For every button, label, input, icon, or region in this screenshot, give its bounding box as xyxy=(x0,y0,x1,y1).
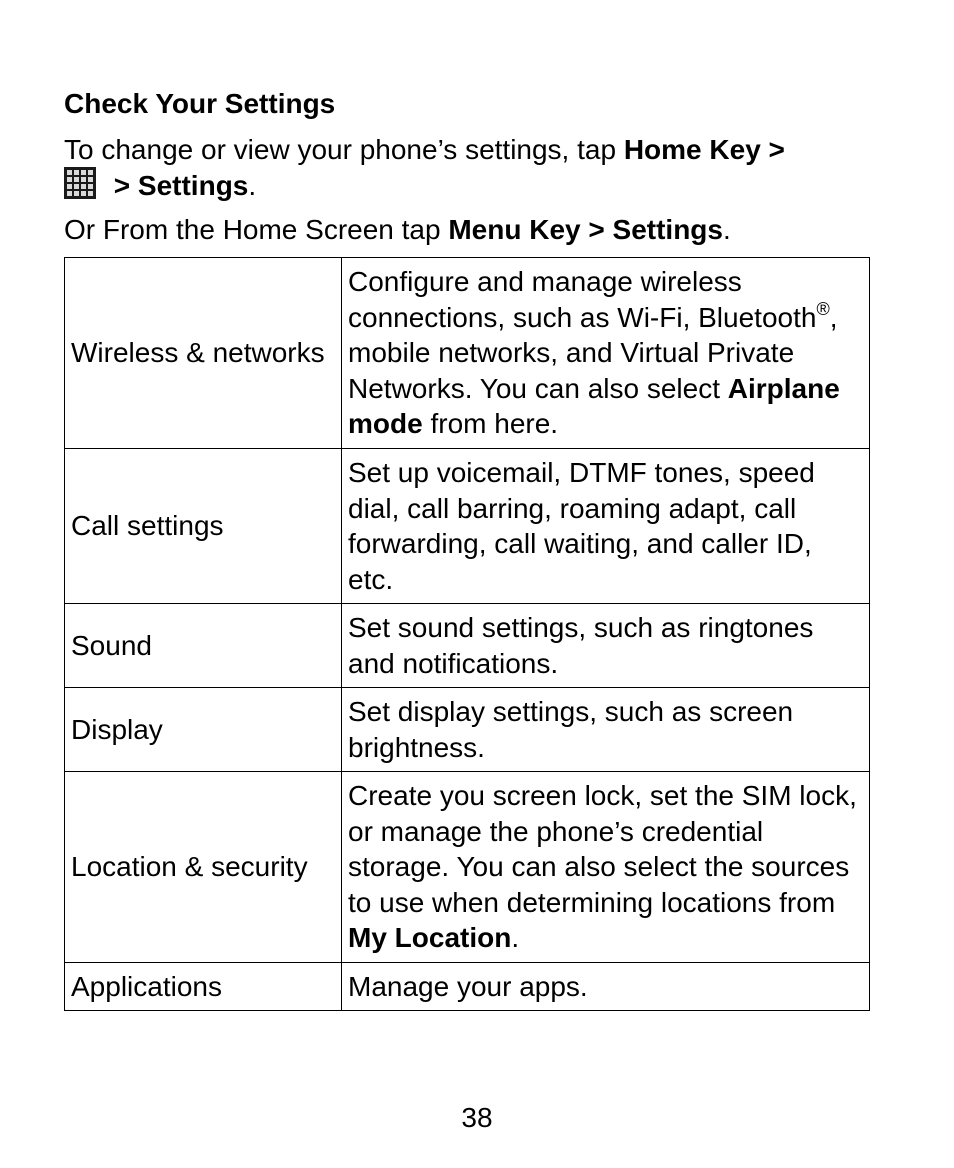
setting-name: Applications xyxy=(65,962,342,1011)
alt-text: Or From the Home Screen tap xyxy=(64,214,449,245)
desc-text: . xyxy=(511,922,520,953)
alt-period: . xyxy=(722,214,731,245)
setting-name: Location & security xyxy=(65,772,342,963)
setting-name: Wireless & networks xyxy=(65,258,342,449)
airplane-mode-label: Airplane mode xyxy=(348,372,840,439)
my-location-label: My Location xyxy=(348,922,512,953)
table-row xyxy=(65,962,870,1011)
desc-text: , mobile networks, and Virtual Private Networks. You can also select xyxy=(348,301,838,404)
desc-text: from here. xyxy=(422,408,559,439)
table-row xyxy=(65,688,870,772)
section-heading: Check Your Settings xyxy=(64,88,336,119)
alt-menu-key: Menu Key > Settings xyxy=(448,214,723,245)
table-row xyxy=(65,449,870,604)
table-row xyxy=(65,604,870,688)
setting-description: Set display settings, such as screen brightness. xyxy=(342,688,870,772)
registered-mark: ® xyxy=(816,298,830,319)
desc-text: Create you screen lock, set the SIM lock, or manage the phone’s credential storage. You can also select the sources to use when determining locations from xyxy=(348,780,857,918)
intro-period: . xyxy=(248,170,257,201)
desc-text: Configure and manage wireless connections, such as Wi-Fi, Bluetooth xyxy=(348,266,817,333)
intro-settings: > Settings xyxy=(106,170,249,201)
setting-name: Sound xyxy=(65,604,342,688)
setting-description xyxy=(342,258,870,449)
page-number: 38 xyxy=(461,1102,493,1133)
setting-name: Display xyxy=(65,688,342,772)
setting-description: Manage your apps. xyxy=(342,962,870,1011)
setting-description: Set sound settings, such as ringtones and notifications. xyxy=(342,604,870,688)
settings-table xyxy=(64,257,870,1011)
alt-paragraph xyxy=(64,212,731,247)
intro-home-key: Home Key > xyxy=(623,134,785,165)
intro-paragraph xyxy=(64,132,785,203)
intro-text: To change or view your phone’s settings, tap xyxy=(64,134,624,165)
apps-grid-icon xyxy=(64,167,96,199)
setting-description: Set up voicemail, DTMF tones, speed dial, call barring, roaming adapt, call forwarding, call waiting, and caller ID, etc. xyxy=(342,449,870,604)
setting-name: Call settings xyxy=(65,449,342,604)
table-row xyxy=(65,772,870,963)
setting-description xyxy=(342,772,870,963)
table-row xyxy=(65,258,870,449)
